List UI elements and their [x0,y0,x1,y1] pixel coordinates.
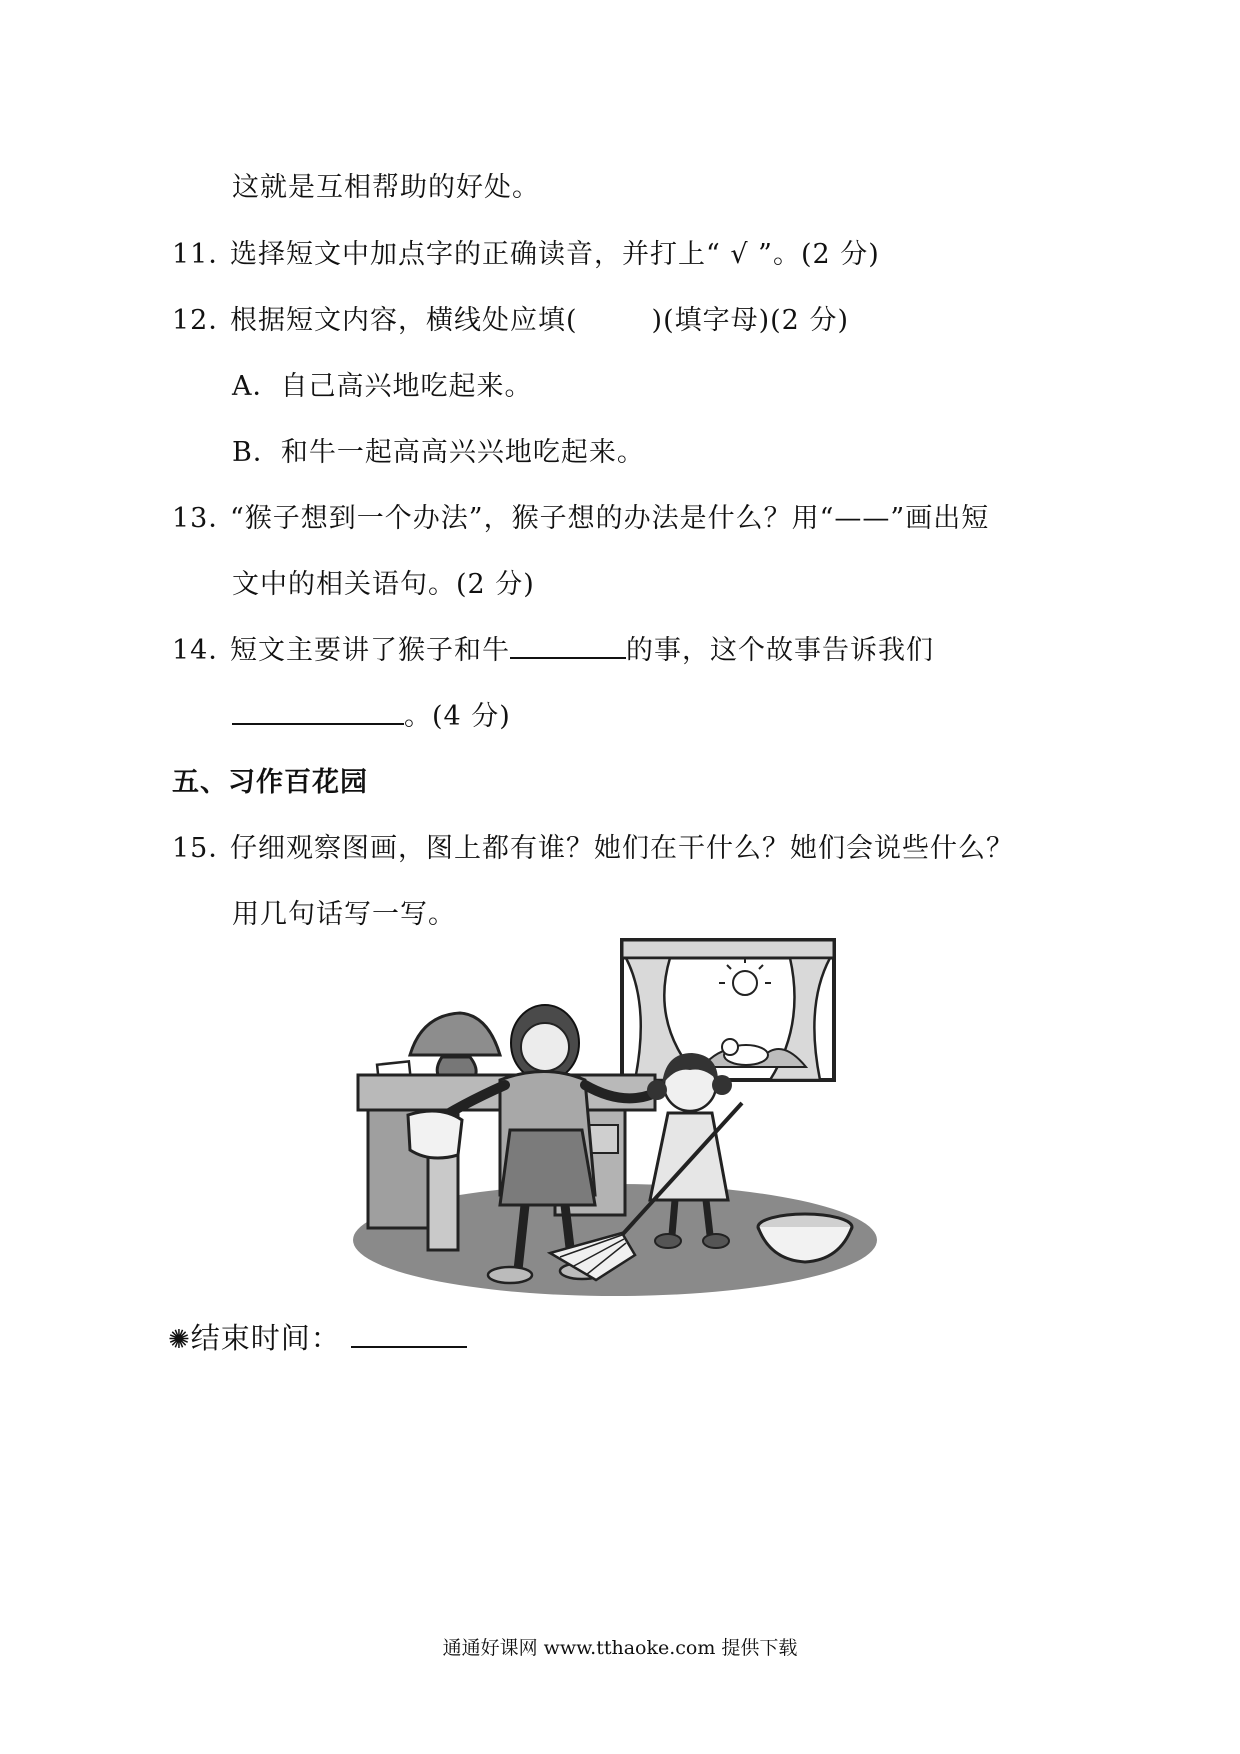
option-label: B． [232,437,281,468]
question-number: 14． [172,635,237,666]
end-time-blank[interactable] [351,1320,467,1348]
end-time-label: 结束时间： [190,1321,341,1355]
question-text-middle: 的事，这个故事告诉我们 [626,635,934,666]
question-15-line2: 用几句话写一写。 [232,899,456,930]
question-13 [172,496,989,535]
passage-continuation: 这就是互相帮助的好处。 [232,172,540,203]
question-text: 选择短文中加点字的正确读音，并打上“ √ ”。(2 分) [230,239,880,270]
question-text-after: 。(4 分) [404,701,511,732]
option-label: A． [232,371,281,402]
question-text-before: 短文主要讲了猴子和牛 [230,635,510,666]
question-text-before: 根据短文内容，横线处应填( [230,305,578,336]
option-text: 自己高兴地吃起来。 [280,371,533,402]
question-number: 13． [172,503,237,534]
question-number: 15． [172,833,237,864]
question-12 [172,298,849,337]
question-text: “猴子想到一个办法”，猴子想的办法是什么？用“——”画出短 [230,503,990,534]
option-a [232,364,533,403]
question-13-line2: 文中的相关语句。(2 分) [232,569,535,600]
clock-icon: ✺ [168,1325,191,1355]
question-14-line2 [232,694,511,733]
footer-source: 通通好课网 www.tthaoke.com 提供下载 [442,1637,798,1659]
end-time [168,1316,467,1357]
option-text: 和牛一起高高兴兴地吃起来。 [280,437,645,468]
section-title: 五、习作百花园 [172,767,368,798]
question-number: 11． [172,239,237,270]
mother-and-daughter-cleaning-illustration [350,935,890,1300]
question-number: 12． [172,305,237,336]
question-text-after: )(填字母)(2 分) [651,305,849,336]
question-15 [172,826,1014,865]
answer-blank-2[interactable] [232,697,404,725]
question-11 [172,232,880,271]
question-text: 仔细观察图画，图上都有谁？她们在干什么？她们会说些什么？ [230,833,1014,864]
option-b [232,430,645,469]
question-14 [172,628,934,667]
answer-blank-1[interactable] [510,631,626,659]
